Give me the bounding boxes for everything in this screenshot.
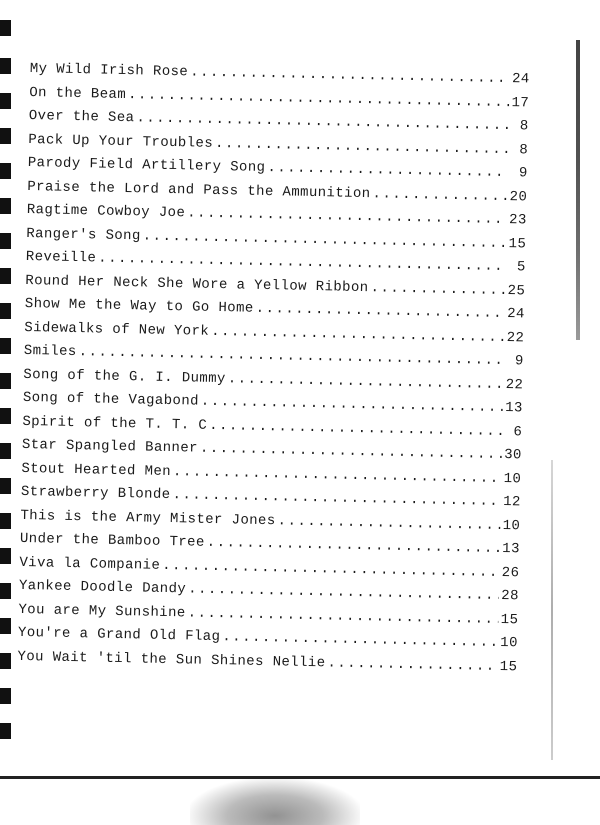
entry-page-number: 24 xyxy=(506,306,525,323)
entry-page-number: 24 xyxy=(511,71,530,88)
entry-title: Under the Bamboo Tree xyxy=(19,530,205,551)
entry-page-number: 15 xyxy=(508,235,527,252)
entry-title: You're a Grand Old Flag xyxy=(17,624,221,646)
entry-page-number: 28 xyxy=(501,587,520,605)
entry-title: Ranger's Song xyxy=(26,225,141,244)
dot-leader xyxy=(327,652,497,679)
entry-title: Ragtime Cowboy Joe xyxy=(26,201,186,222)
entry-page-number: 5 xyxy=(516,259,526,276)
entry-page-number: 30 xyxy=(504,447,522,464)
entry-page-number: 9 xyxy=(514,353,524,370)
entry-title: Reveille xyxy=(25,248,97,267)
entry-title: You Wait 'til the Sun Shines Nellie xyxy=(17,648,326,671)
entry-page-number: 13 xyxy=(504,400,523,417)
entry-title: Spirit of the T. T. C xyxy=(22,413,208,434)
dot-leader xyxy=(372,183,507,209)
table-of-contents xyxy=(17,58,530,679)
page-edge-line xyxy=(551,460,553,760)
page-bottom-shadow xyxy=(190,779,360,825)
entry-title: On the Beam xyxy=(29,84,127,103)
entry-title: This is the Army Mister Jones xyxy=(20,507,276,529)
entry-page-number: 10 xyxy=(502,517,521,534)
entry-page-number: 15 xyxy=(500,611,519,628)
entry-page-number: 9 xyxy=(518,165,528,182)
entry-title: Pack Up Your Troubles xyxy=(28,131,214,152)
entry-page-number: 22 xyxy=(505,376,524,393)
entry-page-number: 15 xyxy=(499,658,518,675)
entry-title: Praise the Lord and Pass the Ammunition xyxy=(27,178,371,202)
entry-page-number: 12 xyxy=(503,494,521,511)
entry-title: My Wild Irish Rose xyxy=(29,60,189,81)
entry-page-number: 13 xyxy=(502,540,520,558)
entry-title: Song of the G. I. Dummy xyxy=(23,366,226,387)
entry-title: Parody Field Artillery Song xyxy=(27,154,266,176)
entry-title: Show Me the Way to Go Home xyxy=(24,295,254,317)
entry-page-number: 6 xyxy=(513,423,523,440)
entry-title: Over the Sea xyxy=(28,107,135,127)
dot-leader xyxy=(370,277,505,303)
entry-page-number: 22 xyxy=(506,329,525,346)
entry-title: Song of the Vagabond xyxy=(22,389,200,410)
entry-title: Smiles xyxy=(23,342,77,361)
entry-title: Stout Hearted Men xyxy=(21,460,172,480)
entry-page-number: 26 xyxy=(501,564,520,581)
entry-page-number: 25 xyxy=(507,282,526,299)
entry-page-number: 8 xyxy=(519,141,529,158)
entry-title: Viva la Companie xyxy=(19,554,161,574)
page-edge-scuff xyxy=(576,40,580,340)
entry-title: Sidewalks of New York xyxy=(24,319,210,340)
entry-page-number: 20 xyxy=(509,188,528,205)
entry-title: Star Spangled Banner xyxy=(21,436,199,457)
binding-marks xyxy=(0,0,14,825)
entry-page-number: 17 xyxy=(511,94,530,111)
entry-title: Strawberry Blonde xyxy=(20,483,171,504)
entry-title: You are My Sunshine xyxy=(18,601,186,621)
entry-page-number: 10 xyxy=(503,470,522,487)
entry-title: Round Her Neck She Wore a Yellow Ribbon xyxy=(25,272,369,296)
entry-title: Yankee Doodle Dandy xyxy=(18,577,187,598)
entry-page-number: 8 xyxy=(519,118,529,135)
entry-page-number: 10 xyxy=(500,634,519,652)
entry-page-number: 23 xyxy=(508,212,527,229)
